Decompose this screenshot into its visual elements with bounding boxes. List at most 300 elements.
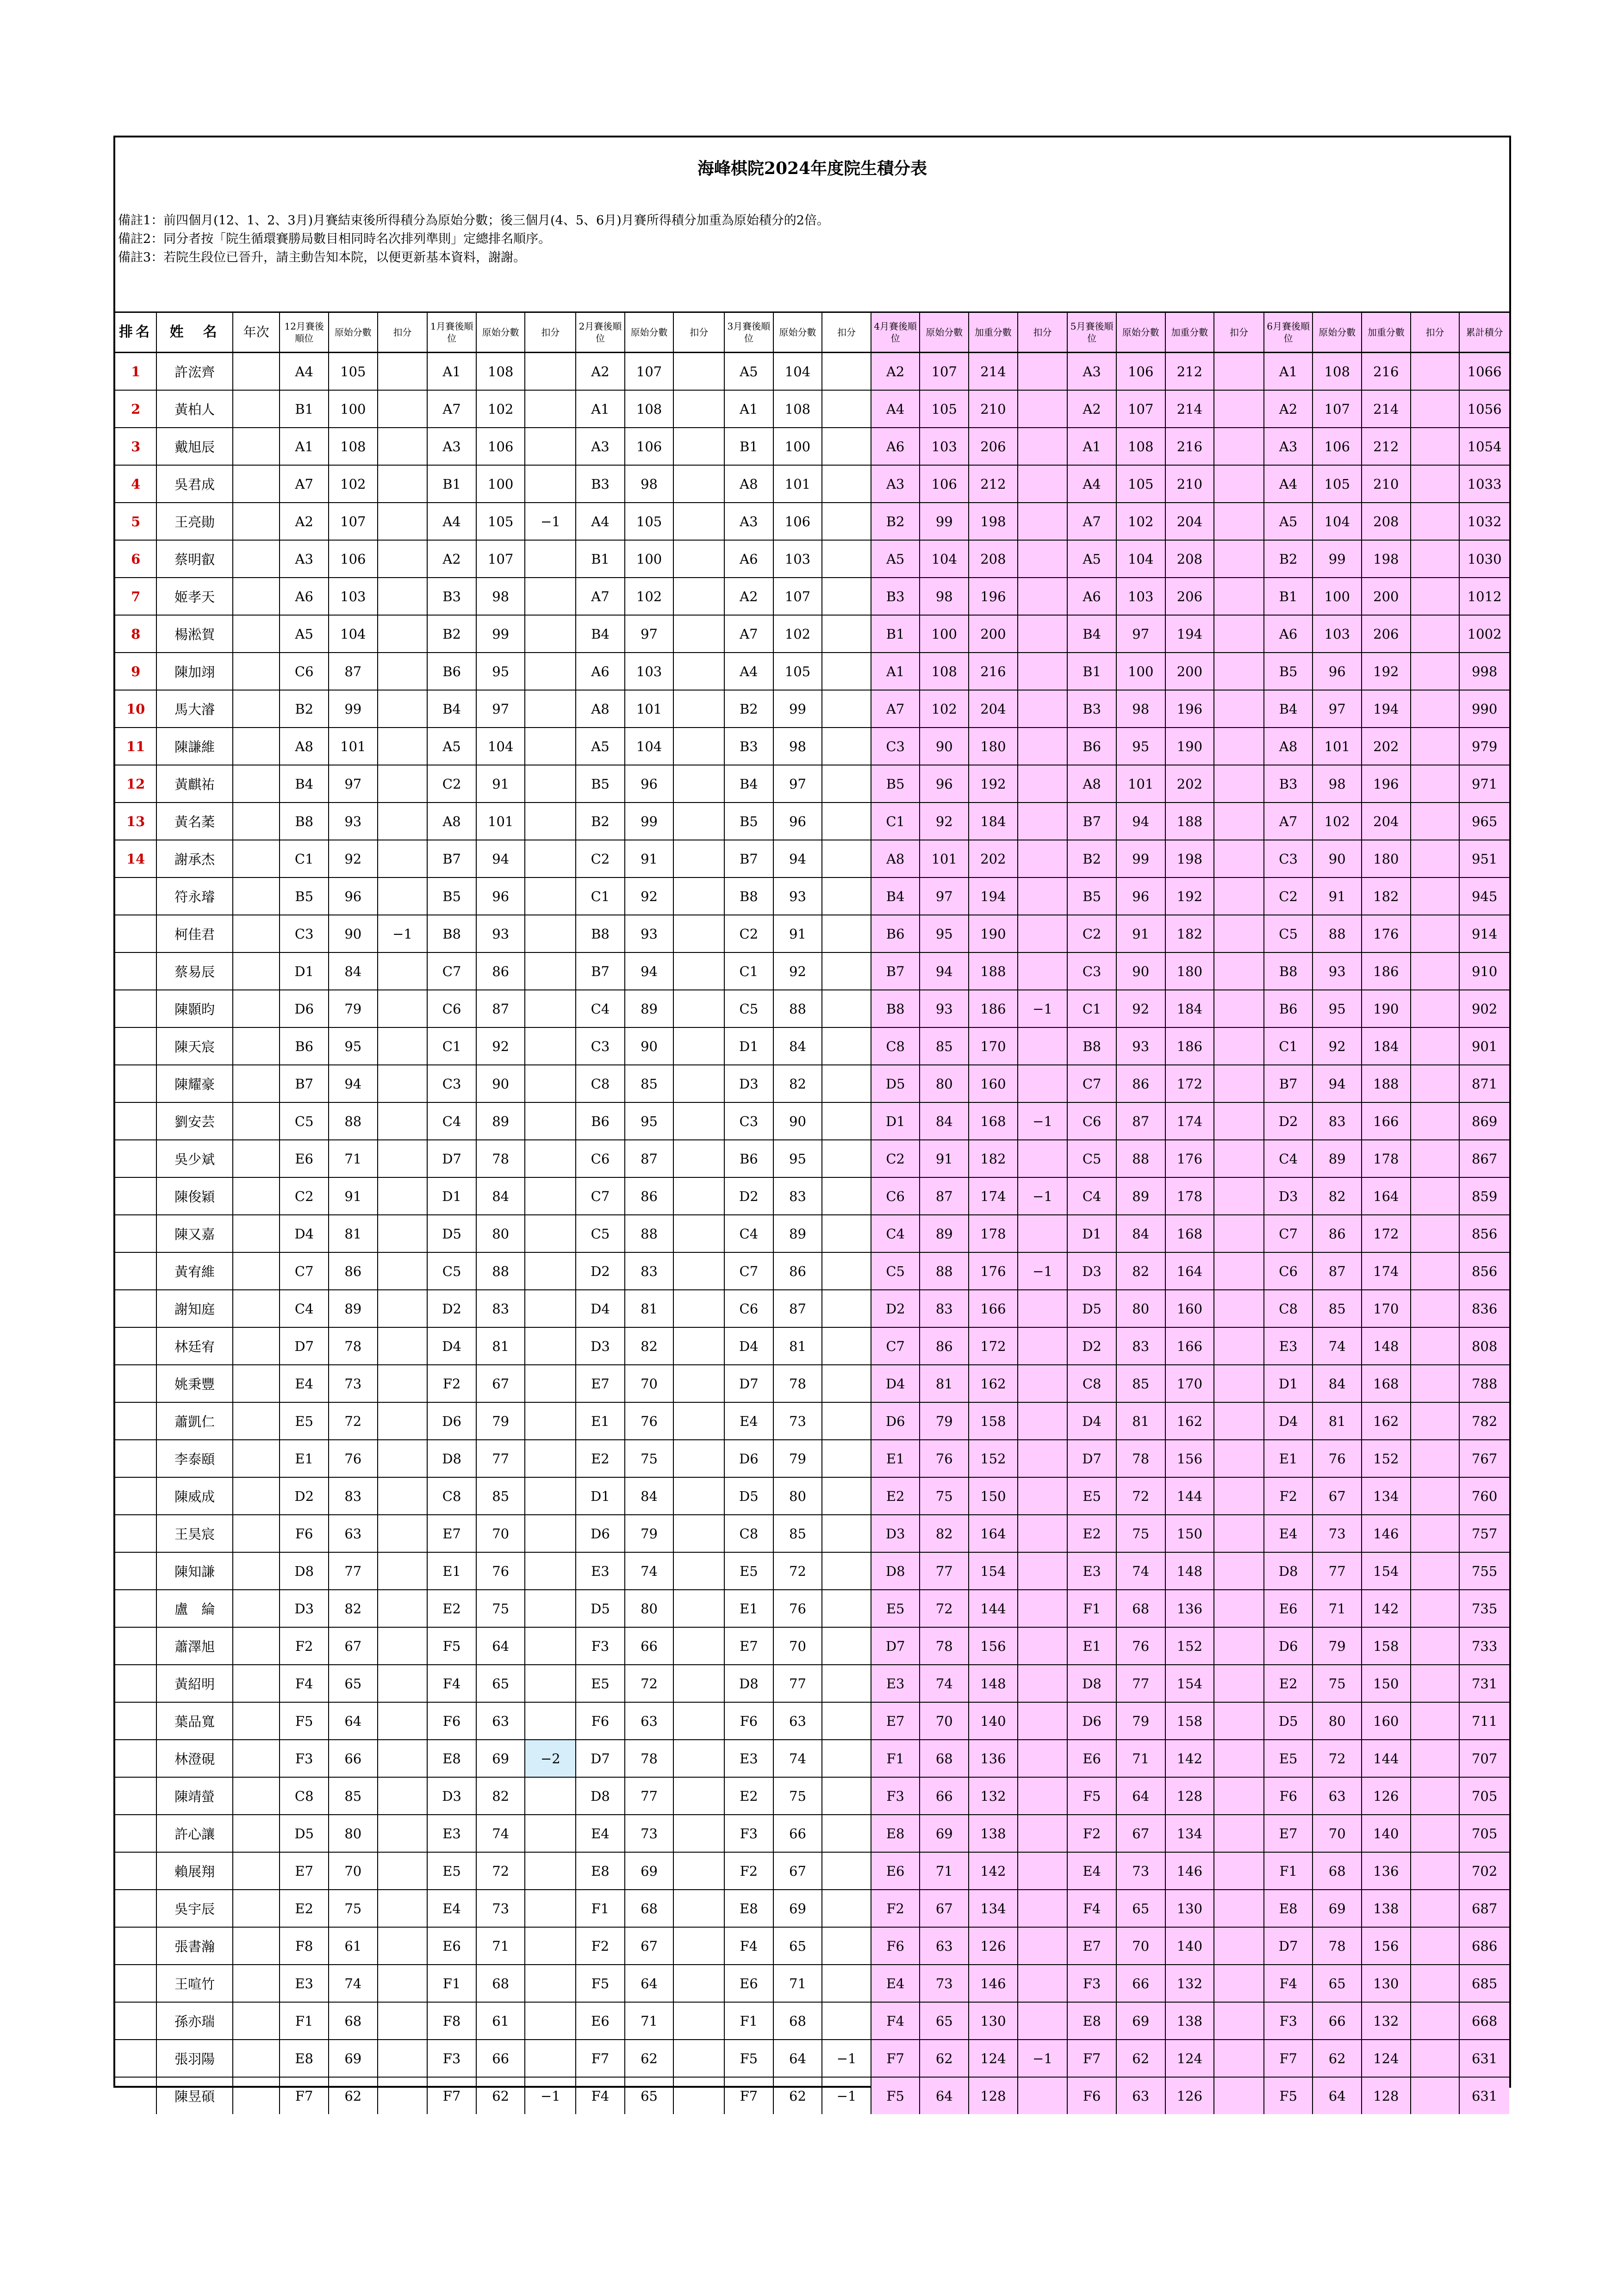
m1-position-cell: A8 xyxy=(427,803,476,840)
m6-weighted-score-cell: 150 xyxy=(1362,1665,1411,1702)
m3-deduction-cell xyxy=(822,840,871,877)
m1-position-cell: F6 xyxy=(427,1702,476,1740)
m6-position-cell: D4 xyxy=(1264,1402,1313,1440)
m5-raw-score-cell: 85 xyxy=(1116,1365,1165,1402)
m12-position-cell: A5 xyxy=(280,615,329,653)
m6-deduction-cell xyxy=(1411,1065,1460,1102)
m12-position-cell: F2 xyxy=(280,1627,329,1665)
m2-deduction-cell xyxy=(673,1852,724,1890)
year-cell xyxy=(233,1552,280,1590)
m2-position-cell: C5 xyxy=(576,1215,625,1252)
m2-position-cell: E2 xyxy=(576,1440,625,1477)
m4-weighted-score-cell: 210 xyxy=(969,390,1018,428)
m2-deduction-cell xyxy=(673,1590,724,1627)
m12-raw-score-cell: 102 xyxy=(329,465,378,503)
total-score-cell: 755 xyxy=(1459,1552,1509,1590)
table-row xyxy=(115,1852,1509,1890)
name-cell: 蕭澤旭 xyxy=(156,1627,233,1665)
m6-deduction-cell xyxy=(1411,1402,1460,1440)
m4-weighted-score-cell: 186 xyxy=(969,990,1018,1027)
m3-position-cell: E4 xyxy=(724,1402,773,1440)
m6-raw-score-cell: 77 xyxy=(1313,1552,1362,1590)
m2-deduction-cell xyxy=(673,840,724,877)
header-deduction: 扣分 xyxy=(822,312,871,353)
m3-raw-score-cell: 99 xyxy=(773,690,822,728)
m2-deduction-cell xyxy=(673,690,724,728)
m5-deduction-cell xyxy=(1214,877,1264,915)
total-score-cell: 711 xyxy=(1459,1702,1509,1740)
m6-deduction-cell xyxy=(1411,1702,1460,1740)
m12-deduction-cell xyxy=(378,728,428,765)
m6-position-cell: A1 xyxy=(1264,353,1313,391)
m3-raw-score-cell: 93 xyxy=(773,877,822,915)
m6-raw-score-cell: 68 xyxy=(1313,1852,1362,1890)
table-row xyxy=(115,728,1509,765)
m4-deduction-cell: −1 xyxy=(1018,1252,1068,1290)
m3-raw-score-cell: 92 xyxy=(773,952,822,990)
m4-position-cell: A8 xyxy=(871,840,920,877)
rank-cell: 13 xyxy=(115,803,156,840)
m6-position-cell: A5 xyxy=(1264,503,1313,540)
m3-deduction-cell xyxy=(822,615,871,653)
m5-deduction-cell xyxy=(1214,952,1264,990)
m4-raw-score-cell: 84 xyxy=(920,1102,969,1140)
m5-raw-score-cell: 76 xyxy=(1116,1627,1165,1665)
m3-position-cell: D3 xyxy=(724,1065,773,1102)
m1-deduction-cell xyxy=(525,1252,576,1290)
m4-weighted-score-cell: 138 xyxy=(969,1815,1018,1852)
m1-deduction-cell xyxy=(525,728,576,765)
m2-raw-score-cell: 64 xyxy=(625,1965,674,2002)
m2-position-cell: F6 xyxy=(576,1702,625,1740)
m5-weighted-score-cell: 194 xyxy=(1165,615,1214,653)
m4-raw-score-cell: 106 xyxy=(920,465,969,503)
m3-deduction-cell xyxy=(822,1327,871,1365)
m6-position-cell: D5 xyxy=(1264,1702,1313,1740)
m4-deduction-cell: −1 xyxy=(1018,2040,1068,2077)
m2-deduction-cell xyxy=(673,1215,724,1252)
m6-position-cell: D8 xyxy=(1264,1552,1313,1590)
m12-position-cell: E4 xyxy=(280,1365,329,1402)
m1-deduction-cell: −2 xyxy=(525,1740,576,1777)
total-score-cell: 979 xyxy=(1459,728,1509,765)
sheet-title: 海峰棋院2024年度院生積分表 xyxy=(697,159,927,178)
m4-weighted-score-cell: 208 xyxy=(969,540,1018,578)
year-cell xyxy=(233,1177,280,1215)
m5-deduction-cell xyxy=(1214,503,1264,540)
m3-deduction-cell xyxy=(822,952,871,990)
m1-deduction-cell xyxy=(525,840,576,877)
m12-position-cell: A4 xyxy=(280,353,329,391)
total-score-cell: 808 xyxy=(1459,1327,1509,1365)
name-cell: 陳威成 xyxy=(156,1477,233,1515)
header-deduction: 扣分 xyxy=(378,312,428,353)
m4-raw-score-cell: 99 xyxy=(920,503,969,540)
m3-raw-score-cell: 71 xyxy=(773,1965,822,2002)
m6-raw-score-cell: 95 xyxy=(1313,990,1362,1027)
m4-deduction-cell xyxy=(1018,1140,1068,1177)
m2-position-cell: F7 xyxy=(576,2040,625,2077)
m12-position-cell: D1 xyxy=(280,952,329,990)
m12-raw-score-cell: 66 xyxy=(329,1740,378,1777)
m2-position-cell: E4 xyxy=(576,1815,625,1852)
name-cell: 戴旭辰 xyxy=(156,428,233,465)
m1-raw-score-cell: 80 xyxy=(476,1215,525,1252)
m12-deduction-cell xyxy=(378,2077,428,2114)
m1-position-cell: B7 xyxy=(427,840,476,877)
m3-raw-score-cell: 88 xyxy=(773,990,822,1027)
m6-deduction-cell xyxy=(1411,1965,1460,2002)
m1-raw-score-cell: 73 xyxy=(476,1890,525,1927)
note-3: 備註3：若院生段位已晉升，請主動告知本院，以便更新基本資料，謝謝。 xyxy=(118,250,526,265)
m1-deduction-cell xyxy=(525,1590,576,1627)
year-cell xyxy=(233,465,280,503)
m5-weighted-score-cell: 180 xyxy=(1165,952,1214,990)
table-row xyxy=(115,877,1509,915)
rank-cell: 8 xyxy=(115,615,156,653)
m12-deduction-cell xyxy=(378,1702,428,1740)
m2-position-cell: A8 xyxy=(576,690,625,728)
m3-raw-score-cell: 72 xyxy=(773,1552,822,1590)
m4-position-cell: F4 xyxy=(871,2002,920,2040)
name-cell: 陳靖螢 xyxy=(156,1777,233,1815)
m3-position-cell: A2 xyxy=(724,578,773,615)
m5-raw-score-cell: 97 xyxy=(1116,615,1165,653)
m6-raw-score-cell: 104 xyxy=(1313,503,1362,540)
m4-position-cell: E4 xyxy=(871,1965,920,2002)
m1-position-cell: B8 xyxy=(427,915,476,952)
m2-deduction-cell xyxy=(673,1477,724,1515)
m6-deduction-cell xyxy=(1411,1665,1460,1702)
header-raw-score: 原始分數 xyxy=(329,312,378,353)
m6-weighted-score-cell: 156 xyxy=(1362,1927,1411,1965)
m3-deduction-cell xyxy=(822,353,871,391)
m2-raw-score-cell: 68 xyxy=(625,1890,674,1927)
m4-position-cell: D4 xyxy=(871,1365,920,1402)
m5-raw-score-cell: 93 xyxy=(1116,1027,1165,1065)
m5-deduction-cell xyxy=(1214,2077,1264,2114)
m4-weighted-score-cell: 148 xyxy=(969,1665,1018,1702)
m3-position-cell: B6 xyxy=(724,1140,773,1177)
m12-deduction-cell xyxy=(378,803,428,840)
m12-raw-score-cell: 97 xyxy=(329,765,378,803)
year-cell xyxy=(233,1965,280,2002)
name-cell: 王亮勛 xyxy=(156,503,233,540)
m5-raw-score-cell: 90 xyxy=(1116,952,1165,990)
m5-weighted-score-cell: 178 xyxy=(1165,1177,1214,1215)
m5-deduction-cell xyxy=(1214,803,1264,840)
m5-raw-score-cell: 106 xyxy=(1116,353,1165,391)
m12-position-cell: D8 xyxy=(280,1552,329,1590)
m5-raw-score-cell: 81 xyxy=(1116,1402,1165,1440)
m4-raw-score-cell: 87 xyxy=(920,1177,969,1215)
m5-weighted-score-cell: 140 xyxy=(1165,1927,1214,1965)
total-score-cell: 990 xyxy=(1459,690,1509,728)
table-row xyxy=(115,1552,1509,1590)
m5-weighted-score-cell: 124 xyxy=(1165,2040,1214,2077)
m5-deduction-cell xyxy=(1214,915,1264,952)
m4-weighted-score-cell: 196 xyxy=(969,578,1018,615)
m12-raw-score-cell: 107 xyxy=(329,503,378,540)
table-row xyxy=(115,1290,1509,1327)
m2-position-cell: A7 xyxy=(576,578,625,615)
m12-position-cell: E6 xyxy=(280,1140,329,1177)
m5-weighted-score-cell: 164 xyxy=(1165,1252,1214,1290)
m1-deduction-cell xyxy=(525,877,576,915)
rank-cell xyxy=(115,1402,156,1440)
m2-position-cell: E7 xyxy=(576,1365,625,1402)
total-score-cell: 998 xyxy=(1459,653,1509,690)
m4-weighted-score-cell: 174 xyxy=(969,1177,1018,1215)
total-score-cell: 902 xyxy=(1459,990,1509,1027)
m12-position-cell: B6 xyxy=(280,1027,329,1065)
m4-weighted-score-cell: 214 xyxy=(969,353,1018,391)
m6-weighted-score-cell: 198 xyxy=(1362,540,1411,578)
m12-position-cell: C4 xyxy=(280,1290,329,1327)
m4-position-cell: D8 xyxy=(871,1552,920,1590)
m3-deduction-cell xyxy=(822,1477,871,1515)
m4-raw-score-cell: 94 xyxy=(920,952,969,990)
m1-deduction-cell xyxy=(525,540,576,578)
year-cell xyxy=(233,653,280,690)
m1-position-cell: D6 xyxy=(427,1402,476,1440)
m5-weighted-score-cell: 126 xyxy=(1165,2077,1214,2114)
year-cell xyxy=(233,877,280,915)
m12-raw-score-cell: 95 xyxy=(329,1027,378,1065)
table-row xyxy=(115,1777,1509,1815)
m6-deduction-cell xyxy=(1411,1740,1460,1777)
m5-raw-score-cell: 87 xyxy=(1116,1102,1165,1140)
m3-raw-score-cell: 104 xyxy=(773,353,822,391)
m2-position-cell: B1 xyxy=(576,540,625,578)
m4-raw-score-cell: 83 xyxy=(920,1290,969,1327)
m2-raw-score-cell: 91 xyxy=(625,840,674,877)
m4-deduction-cell xyxy=(1018,1852,1068,1890)
header-deduction: 扣分 xyxy=(1018,312,1068,353)
m3-raw-score-cell: 100 xyxy=(773,428,822,465)
m12-deduction-cell xyxy=(378,428,428,465)
m12-raw-score-cell: 88 xyxy=(329,1102,378,1140)
m2-deduction-cell xyxy=(673,1027,724,1065)
m6-position-cell: B1 xyxy=(1264,578,1313,615)
m4-position-cell: E8 xyxy=(871,1815,920,1852)
table-row xyxy=(115,1702,1509,1740)
m2-raw-score-cell: 75 xyxy=(625,1440,674,1477)
m5-weighted-score-cell: 142 xyxy=(1165,1740,1214,1777)
m6-raw-score-cell: 106 xyxy=(1313,428,1362,465)
m5-weighted-score-cell: 130 xyxy=(1165,1890,1214,1927)
year-cell xyxy=(233,1477,280,1515)
m12-deduction-cell xyxy=(378,1065,428,1102)
m4-raw-score-cell: 68 xyxy=(920,1740,969,1777)
m4-deduction-cell xyxy=(1018,877,1068,915)
rank-cell xyxy=(115,1327,156,1365)
m2-position-cell: C2 xyxy=(576,840,625,877)
m12-raw-score-cell: 94 xyxy=(329,1065,378,1102)
total-score-cell: 1032 xyxy=(1459,503,1509,540)
m6-deduction-cell xyxy=(1411,952,1460,990)
m4-weighted-score-cell: 184 xyxy=(969,803,1018,840)
m3-raw-score-cell: 95 xyxy=(773,1140,822,1177)
m6-position-cell: E4 xyxy=(1264,1515,1313,1552)
m1-position-cell: D4 xyxy=(427,1327,476,1365)
m6-raw-score-cell: 91 xyxy=(1313,877,1362,915)
header-total: 累計積分 xyxy=(1459,312,1509,353)
m4-weighted-score-cell: 192 xyxy=(969,765,1018,803)
m4-position-cell: C7 xyxy=(871,1327,920,1365)
m1-deduction-cell xyxy=(525,1477,576,1515)
m5-position-cell: F5 xyxy=(1067,1777,1116,1815)
m12-raw-score-cell: 104 xyxy=(329,615,378,653)
m1-position-cell: E8 xyxy=(427,1740,476,1777)
m5-raw-score-cell: 66 xyxy=(1116,1965,1165,2002)
m6-raw-score-cell: 76 xyxy=(1313,1440,1362,1477)
m4-position-cell: C5 xyxy=(871,1252,920,1290)
name-cell: 李泰頤 xyxy=(156,1440,233,1477)
m2-raw-score-cell: 104 xyxy=(625,728,674,765)
m6-deduction-cell xyxy=(1411,540,1460,578)
m6-deduction-cell xyxy=(1411,390,1460,428)
m12-raw-score-cell: 85 xyxy=(329,1777,378,1815)
m3-deduction-cell xyxy=(822,465,871,503)
m5-raw-score-cell: 104 xyxy=(1116,540,1165,578)
name-cell: 黃紹明 xyxy=(156,1665,233,1702)
rank-cell xyxy=(115,1477,156,1515)
m3-deduction-cell xyxy=(822,803,871,840)
m2-position-cell: E6 xyxy=(576,2002,625,2040)
m6-raw-score-cell: 69 xyxy=(1313,1890,1362,1927)
total-score-cell: 901 xyxy=(1459,1027,1509,1065)
m4-position-cell: A2 xyxy=(871,353,920,391)
m12-raw-score-cell: 81 xyxy=(329,1215,378,1252)
m5-position-cell: A3 xyxy=(1067,353,1116,391)
m1-raw-score-cell: 107 xyxy=(476,540,525,578)
m4-weighted-score-cell: 124 xyxy=(969,2040,1018,2077)
m1-deduction-cell xyxy=(525,1890,576,1927)
m6-position-cell: D1 xyxy=(1264,1365,1313,1402)
m1-position-cell: E5 xyxy=(427,1852,476,1890)
m4-weighted-score-cell: 206 xyxy=(969,428,1018,465)
m1-raw-score-cell: 74 xyxy=(476,1815,525,1852)
m2-deduction-cell xyxy=(673,2077,724,2114)
m2-position-cell: C4 xyxy=(576,990,625,1027)
m5-position-cell: D7 xyxy=(1067,1440,1116,1477)
m5-weighted-score-cell: 128 xyxy=(1165,1777,1214,1815)
name-cell: 林廷宥 xyxy=(156,1327,233,1365)
m12-position-cell: D5 xyxy=(280,1815,329,1852)
name-cell: 陳加翊 xyxy=(156,653,233,690)
total-score-cell: 1002 xyxy=(1459,615,1509,653)
header-m6-position: 6月賽後順位 xyxy=(1264,312,1313,353)
m5-position-cell: A1 xyxy=(1067,428,1116,465)
m2-raw-score-cell: 97 xyxy=(625,615,674,653)
m6-deduction-cell xyxy=(1411,1365,1460,1402)
year-cell xyxy=(233,1290,280,1327)
m5-position-cell: B2 xyxy=(1067,840,1116,877)
m3-raw-score-cell: 106 xyxy=(773,503,822,540)
table-row xyxy=(115,1440,1509,1477)
m2-deduction-cell xyxy=(673,390,724,428)
name-cell: 張羽陽 xyxy=(156,2040,233,2077)
m2-deduction-cell xyxy=(673,465,724,503)
m12-position-cell: B5 xyxy=(280,877,329,915)
m3-position-cell: C4 xyxy=(724,1215,773,1252)
m3-raw-score-cell: 74 xyxy=(773,1740,822,1777)
m4-weighted-score-cell: 132 xyxy=(969,1777,1018,1815)
m4-raw-score-cell: 90 xyxy=(920,728,969,765)
header-rank: 排名 xyxy=(115,312,156,353)
m2-deduction-cell xyxy=(673,1815,724,1852)
m4-position-cell: A1 xyxy=(871,653,920,690)
m2-raw-score-cell: 103 xyxy=(625,653,674,690)
m6-weighted-score-cell: 162 xyxy=(1362,1402,1411,1440)
name-cell: 劉安芸 xyxy=(156,1102,233,1140)
m5-deduction-cell xyxy=(1214,1365,1264,1402)
m3-position-cell: C8 xyxy=(724,1515,773,1552)
m5-weighted-score-cell: 204 xyxy=(1165,503,1214,540)
m12-raw-score-cell: 106 xyxy=(329,540,378,578)
m2-deduction-cell xyxy=(673,428,724,465)
m2-raw-score-cell: 67 xyxy=(625,1927,674,1965)
m3-deduction-cell xyxy=(822,1177,871,1215)
table-row xyxy=(115,578,1509,615)
m3-raw-score-cell: 65 xyxy=(773,1927,822,1965)
year-cell xyxy=(233,803,280,840)
m2-deduction-cell xyxy=(673,540,724,578)
m3-position-cell: C6 xyxy=(724,1290,773,1327)
m6-weighted-score-cell: 158 xyxy=(1362,1627,1411,1665)
m5-deduction-cell xyxy=(1214,1065,1264,1102)
m5-deduction-cell xyxy=(1214,390,1264,428)
m6-position-cell: D6 xyxy=(1264,1627,1313,1665)
m6-weighted-score-cell: 208 xyxy=(1362,503,1411,540)
m12-position-cell: E7 xyxy=(280,1852,329,1890)
m6-deduction-cell xyxy=(1411,353,1460,391)
m5-weighted-score-cell: 158 xyxy=(1165,1702,1214,1740)
rank-cell xyxy=(115,1365,156,1402)
m5-deduction-cell xyxy=(1214,1252,1264,1290)
m4-position-cell: B7 xyxy=(871,952,920,990)
m5-deduction-cell xyxy=(1214,1515,1264,1552)
m12-deduction-cell xyxy=(378,1927,428,1965)
m2-position-cell: D2 xyxy=(576,1252,625,1290)
total-score-cell: 859 xyxy=(1459,1177,1509,1215)
m6-position-cell: F1 xyxy=(1264,1852,1313,1890)
m4-deduction-cell xyxy=(1018,2077,1068,2114)
m2-raw-score-cell: 90 xyxy=(625,1027,674,1065)
m1-raw-score-cell: 89 xyxy=(476,1102,525,1140)
m1-position-cell: B3 xyxy=(427,578,476,615)
m4-deduction-cell xyxy=(1018,2002,1068,2040)
m2-raw-score-cell: 62 xyxy=(625,2040,674,2077)
m12-position-cell: E8 xyxy=(280,2040,329,2077)
m1-deduction-cell xyxy=(525,1215,576,1252)
m3-deduction-cell xyxy=(822,1102,871,1140)
m12-raw-score-cell: 74 xyxy=(329,1965,378,2002)
m3-deduction-cell xyxy=(822,1065,871,1102)
m5-position-cell: E3 xyxy=(1067,1552,1116,1590)
m6-position-cell: B3 xyxy=(1264,765,1313,803)
m3-position-cell: D7 xyxy=(724,1365,773,1402)
m4-position-cell: B3 xyxy=(871,578,920,615)
m3-deduction-cell xyxy=(822,1740,871,1777)
year-cell xyxy=(233,2040,280,2077)
m6-raw-score-cell: 107 xyxy=(1313,390,1362,428)
total-score-cell: 869 xyxy=(1459,1102,1509,1140)
m1-raw-score-cell: 108 xyxy=(476,353,525,391)
m6-raw-score-cell: 71 xyxy=(1313,1590,1362,1627)
m5-position-cell: C4 xyxy=(1067,1177,1116,1215)
